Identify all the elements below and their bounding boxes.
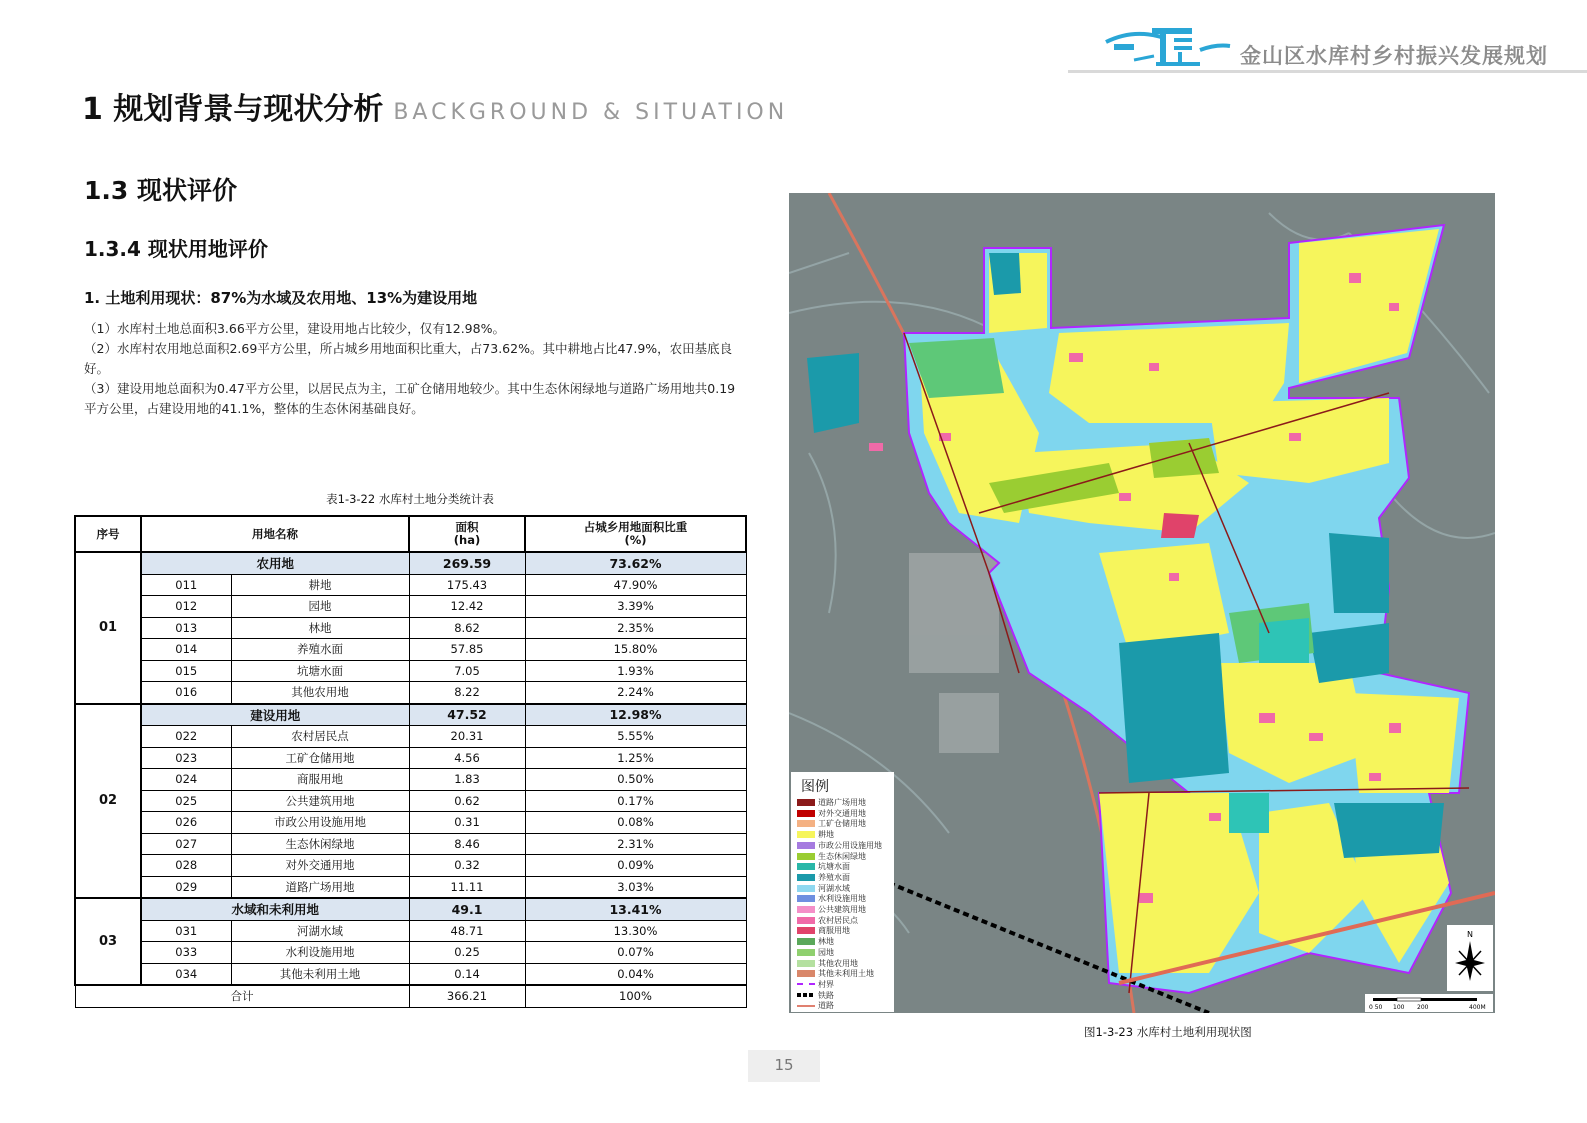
table-row — [75, 660, 746, 682]
legend-item — [797, 926, 850, 936]
row-ratio: 0.17% — [525, 790, 746, 812]
table-row — [75, 833, 746, 855]
row-area: 4.56 — [409, 747, 525, 769]
legend-swatch — [797, 1005, 815, 1007]
land-use-table — [74, 515, 747, 1008]
scale-label: 400M — [1469, 1004, 1486, 1011]
legend-item — [797, 905, 866, 915]
legend-label: 河湖水域 — [818, 883, 850, 893]
category-name: 建设用地 — [141, 704, 409, 726]
row-area: 1.83 — [409, 769, 525, 791]
legend-swatch — [797, 799, 815, 806]
legend-label: 道路 — [818, 1001, 834, 1011]
legend-swatch — [797, 906, 815, 913]
row-area: 0.62 — [409, 790, 525, 812]
legend-item — [797, 884, 850, 894]
legend-swatch — [797, 970, 815, 977]
row-code: 023 — [141, 747, 231, 769]
row-name: 养殖水面 — [231, 639, 409, 661]
table-row — [75, 747, 746, 769]
legend-item — [797, 894, 866, 904]
table-row — [75, 942, 746, 964]
table-category-row — [75, 704, 746, 726]
document-title: 金山区水库村乡村振兴发展规划 — [1240, 44, 1548, 68]
row-area: 12.42 — [409, 596, 525, 618]
row-ratio: 1.93% — [525, 660, 746, 682]
row-code: 013 — [141, 617, 231, 639]
row-name: 商服用地 — [231, 769, 409, 791]
legend-label: 园地 — [818, 947, 834, 957]
row-code: 014 — [141, 639, 231, 661]
table-caption: 表1-3-22 水库村土地分类统计表 — [326, 492, 494, 506]
row-area: 0.14 — [409, 963, 525, 985]
row-ratio: 47.90% — [525, 574, 746, 596]
chapter-title-en: BACKGROUND & SITUATION — [393, 100, 789, 125]
legend-item — [797, 980, 834, 990]
category-ratio: 13.41% — [525, 898, 746, 920]
legend-label: 水利设施用地 — [818, 894, 866, 904]
category-name: 水域和未利用地 — [141, 898, 409, 920]
legend-item — [797, 819, 866, 829]
row-ratio: 3.03% — [525, 876, 746, 898]
row-area: 0.32 — [409, 855, 525, 877]
row-ratio: 0.09% — [525, 855, 746, 877]
row-code: 011 — [141, 574, 231, 596]
legend-label: 林地 — [818, 937, 834, 947]
row-area: 0.31 — [409, 812, 525, 834]
chapter-heading — [82, 84, 788, 128]
legend-label: 其他农用地 — [818, 958, 858, 968]
row-code: 028 — [141, 855, 231, 877]
legend-label: 对外交通用地 — [818, 808, 866, 818]
total-ratio: 100% — [525, 985, 746, 1007]
legend-swatch — [797, 863, 815, 870]
section-heading: 1.3 现状评价 — [84, 176, 237, 205]
category-code: 02 — [75, 704, 141, 899]
legend-item — [797, 873, 850, 883]
table-row — [75, 769, 746, 791]
row-code: 025 — [141, 790, 231, 812]
row-area: 20.31 — [409, 726, 525, 748]
category-ratio: 73.62% — [525, 552, 746, 574]
row-ratio: 15.80% — [525, 639, 746, 661]
row-name: 林地 — [231, 617, 409, 639]
legend-swatch — [797, 831, 815, 838]
row-ratio: 0.07% — [525, 942, 746, 964]
legend-label: 工矿仓储用地 — [818, 819, 866, 829]
total-label: 合计 — [75, 985, 409, 1007]
legend-swatch — [797, 938, 815, 945]
legend-swatch — [797, 993, 815, 997]
row-code: 015 — [141, 660, 231, 682]
table-total-row — [75, 985, 746, 1007]
category-code: 01 — [75, 552, 141, 704]
brand-logo — [1104, 20, 1232, 70]
row-code: 033 — [141, 942, 231, 964]
chapter-title-cn: 1 规划背景与现状分析 — [82, 92, 384, 127]
legend-swatch — [797, 927, 815, 934]
row-code: 022 — [141, 726, 231, 748]
page-number: 15 — [774, 1056, 794, 1074]
legend-label: 铁路 — [818, 990, 834, 1000]
row-area: 48.71 — [409, 920, 525, 942]
table-row — [75, 876, 746, 898]
row-ratio: 13.30% — [525, 920, 746, 942]
legend-label: 生态休闲绿地 — [818, 851, 866, 861]
legend-label: 道路广场用地 — [818, 798, 866, 807]
legend-item — [797, 969, 874, 979]
legend-swatch — [797, 810, 815, 817]
row-ratio: 2.35% — [525, 617, 746, 639]
paragraph: （2）水库村农用地总面积2.69平方公里，所占城乡用地面积比重大，占73.62%。其中耕地占比47.9%，农田基底良好。 — [84, 341, 733, 376]
scale-label: 200 — [1417, 1004, 1429, 1011]
row-area: 8.46 — [409, 833, 525, 855]
row-ratio: 0.04% — [525, 963, 746, 985]
legend-item — [797, 991, 834, 1001]
legend-swatch — [797, 885, 815, 892]
legend-item — [797, 1001, 834, 1011]
subsection-heading: 1.3.4 现状用地评价 — [84, 237, 268, 261]
row-area: 7.05 — [409, 660, 525, 682]
header-no: 序号 — [75, 516, 141, 552]
legend-label: 坑塘水面 — [818, 862, 850, 872]
legend-item — [797, 841, 882, 851]
legend-label: 养殖水面 — [818, 872, 850, 882]
category-name: 农用地 — [141, 552, 409, 574]
legend-label: 农村居民点 — [818, 915, 858, 925]
legend-title: 图例 — [801, 779, 829, 795]
row-area: 175.43 — [409, 574, 525, 596]
scale-label: 0 50 — [1369, 1004, 1383, 1011]
table-body — [75, 552, 746, 1007]
scale-bar — [1365, 994, 1493, 1012]
row-area: 8.22 — [409, 682, 525, 704]
row-name: 其他未利用土地 — [231, 963, 409, 985]
row-code: 024 — [141, 769, 231, 791]
north-arrow-icon — [1447, 925, 1493, 991]
category-area: 47.52 — [409, 704, 525, 726]
total-area: 366.21 — [409, 985, 525, 1007]
legend-item — [797, 948, 834, 958]
row-ratio: 0.08% — [525, 812, 746, 834]
row-name: 公共建筑用地 — [231, 790, 409, 812]
table-row — [75, 812, 746, 834]
row-area: 0.25 — [409, 942, 525, 964]
row-name: 生态休闲绿地 — [231, 833, 409, 855]
north-label: N — [1467, 930, 1473, 939]
table-row — [75, 790, 746, 812]
point-heading: 1. 土地利用现状：87%为水域及农用地、13%为建设用地 — [84, 289, 478, 307]
row-name: 水利设施用地 — [231, 942, 409, 964]
row-name: 耕地 — [231, 574, 409, 596]
row-ratio: 0.50% — [525, 769, 746, 791]
table-category-row — [75, 552, 746, 574]
scale-label: 100 — [1393, 1004, 1405, 1011]
legend-item — [797, 937, 834, 947]
table-row — [75, 596, 746, 618]
map-caption: 图1-3-23 水库村土地利用现状图 — [1084, 1025, 1252, 1039]
category-ratio: 12.98% — [525, 704, 746, 726]
legend-swatch — [797, 874, 815, 881]
row-code: 027 — [141, 833, 231, 855]
row-name: 园地 — [231, 596, 409, 618]
legend-label: 村界 — [818, 979, 834, 989]
legend-item — [797, 809, 866, 819]
table-row — [75, 963, 746, 985]
legend-item — [797, 916, 858, 926]
legend-label: 耕地 — [818, 830, 834, 840]
legend-swatch — [797, 983, 815, 985]
legend-swatch — [797, 960, 815, 967]
row-code: 034 — [141, 963, 231, 985]
row-name: 河湖水域 — [231, 920, 409, 942]
header-ratio: 占城乡用地面积比重 (%) — [525, 516, 746, 552]
legend-swatch — [797, 820, 815, 827]
row-code: 012 — [141, 596, 231, 618]
row-ratio: 5.55% — [525, 726, 746, 748]
row-ratio: 2.24% — [525, 682, 746, 704]
row-area: 11.11 — [409, 876, 525, 898]
row-name: 坑塘水面 — [231, 660, 409, 682]
category-code: 03 — [75, 898, 141, 985]
table-row — [75, 682, 746, 704]
legend-label: 其他未利用土地 — [818, 969, 874, 979]
row-ratio: 2.31% — [525, 833, 746, 855]
row-area: 8.62 — [409, 617, 525, 639]
row-name: 工矿仓储用地 — [231, 747, 409, 769]
row-name: 农村居民点 — [231, 726, 409, 748]
legend-item — [797, 959, 858, 969]
row-name: 道路广场用地 — [231, 876, 409, 898]
legend-swatch — [797, 853, 815, 860]
legend-swatch — [797, 949, 815, 956]
table-row — [75, 574, 746, 596]
legend-swatch — [797, 917, 815, 924]
row-code: 026 — [141, 812, 231, 834]
header-divider — [1068, 70, 1587, 73]
legend-item — [797, 852, 866, 862]
row-name: 其他农用地 — [231, 682, 409, 704]
table-row — [75, 617, 746, 639]
row-code: 029 — [141, 876, 231, 898]
row-name: 对外交通用地 — [231, 855, 409, 877]
legend-item — [797, 830, 834, 840]
table-row — [75, 726, 746, 748]
header-name: 用地名称 — [141, 516, 409, 552]
legend-label: 公共建筑用地 — [818, 905, 866, 914]
map-legend — [791, 772, 894, 1012]
row-ratio: 1.25% — [525, 747, 746, 769]
row-name: 市政公用设施用地 — [231, 812, 409, 834]
header-area: 面积 (ha) — [409, 516, 525, 552]
legend-swatch — [797, 842, 815, 849]
legend-item — [797, 862, 850, 872]
body-paragraphs — [84, 319, 744, 419]
paragraph: （3）建设用地总面积为0.47平方公里，以居民点为主，工矿仓储用地较少。其中生态休闲绿地与道路广场用地共0.19平方公里，占建设用地的41.1%，整体的生态休闲基础良好。 — [84, 381, 736, 416]
land-use-map — [789, 193, 1495, 1013]
paragraph: （1）水库村土地总面积3.66平方公里，建设用地占比较少，仅有12.98%。 — [84, 321, 505, 336]
legend-item — [797, 798, 866, 808]
row-code: 031 — [141, 920, 231, 942]
category-area: 49.1 — [409, 898, 525, 920]
table-row — [75, 639, 746, 661]
legend-swatch — [797, 895, 815, 902]
category-area: 269.59 — [409, 552, 525, 574]
row-code: 016 — [141, 682, 231, 704]
table-row — [75, 855, 746, 877]
legend-label: 市政公用设施用地 — [818, 840, 882, 850]
table-header-row — [75, 516, 746, 552]
table-row — [75, 920, 746, 942]
legend-label: 商服用地 — [818, 926, 850, 936]
row-area: 57.85 — [409, 639, 525, 661]
row-ratio: 3.39% — [525, 596, 746, 618]
table-category-row — [75, 898, 746, 920]
